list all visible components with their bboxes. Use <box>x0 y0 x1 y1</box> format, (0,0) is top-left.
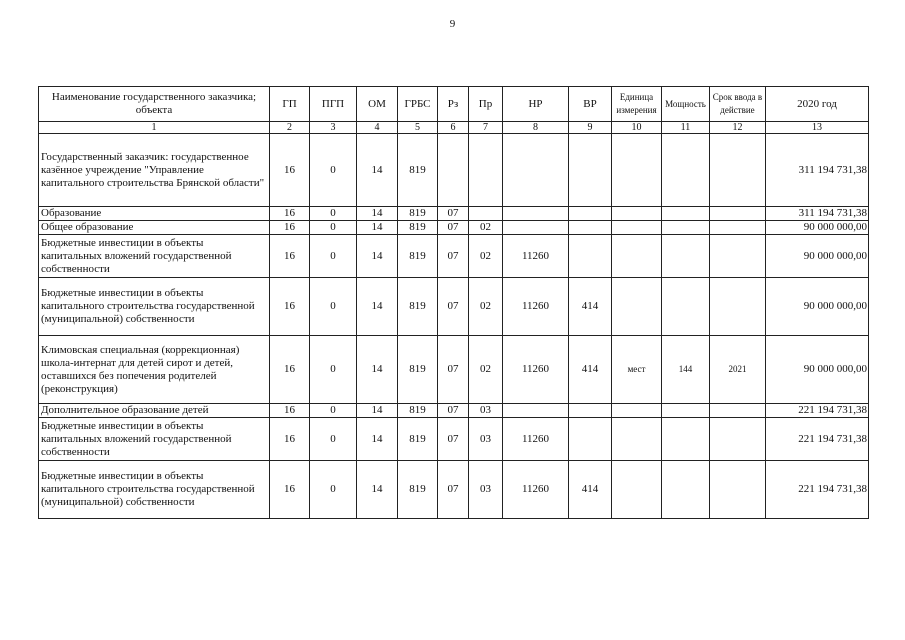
row-nr: 11260 <box>503 235 569 278</box>
row-amount: 221 194 731,38 <box>766 418 869 461</box>
row-unit <box>612 235 662 278</box>
row-term <box>710 404 766 418</box>
row-grbs: 819 <box>398 235 438 278</box>
row-amount: 221 194 731,38 <box>766 404 869 418</box>
row-gp: 16 <box>270 235 310 278</box>
row-name: Бюджетные инвестиции в объекты капитального строительства государственной (муниципальной) собственности <box>39 461 270 519</box>
row-om: 14 <box>357 278 398 336</box>
row-term: 2021 <box>710 336 766 404</box>
row-vr: 414 <box>569 461 612 519</box>
row-power <box>662 278 710 336</box>
table-row <box>39 207 869 221</box>
row-amount: 221 194 731,38 <box>766 461 869 519</box>
row-amount: 90 000 000,00 <box>766 221 869 235</box>
row-power <box>662 461 710 519</box>
row-pgp: 0 <box>310 461 357 519</box>
row-power <box>662 221 710 235</box>
row-vr: 414 <box>569 336 612 404</box>
row-name: Общее образование <box>39 221 270 235</box>
column-number: 9 <box>569 122 612 134</box>
row-term <box>710 235 766 278</box>
row-nr: 11260 <box>503 336 569 404</box>
row-nr: 11260 <box>503 461 569 519</box>
row-pgp: 0 <box>310 336 357 404</box>
row-gp: 16 <box>270 207 310 221</box>
budget-table <box>38 86 869 519</box>
row-grbs: 819 <box>398 404 438 418</box>
row-unit <box>612 461 662 519</box>
row-grbs: 819 <box>398 336 438 404</box>
row-vr <box>569 404 612 418</box>
row-pr: 02 <box>469 221 503 235</box>
column-number: 7 <box>469 122 503 134</box>
page-number: 9 <box>449 18 456 30</box>
table-row <box>39 221 869 235</box>
header-grbs: ГРБС <box>398 87 438 122</box>
row-rz: 07 <box>438 235 469 278</box>
row-om: 14 <box>357 418 398 461</box>
table-header-row <box>39 87 869 122</box>
row-rz: 07 <box>438 418 469 461</box>
table-row <box>39 418 869 461</box>
row-amount: 90 000 000,00 <box>766 336 869 404</box>
row-name: Бюджетные инвестиции в объекты капитального строительства государственной (муниципальной) собственности <box>39 278 270 336</box>
row-vr <box>569 134 612 207</box>
row-amount: 311 194 731,38 <box>766 134 869 207</box>
column-numbers-row <box>39 122 869 134</box>
column-number: 12 <box>710 122 766 134</box>
row-term <box>710 221 766 235</box>
column-number: 6 <box>438 122 469 134</box>
row-grbs: 819 <box>398 278 438 336</box>
row-vr <box>569 221 612 235</box>
header-om: ОМ <box>357 87 398 122</box>
table-row <box>39 235 869 278</box>
column-number: 2 <box>270 122 310 134</box>
row-om: 14 <box>357 207 398 221</box>
row-gp: 16 <box>270 221 310 235</box>
row-pgp: 0 <box>310 404 357 418</box>
row-vr <box>569 207 612 221</box>
table-row <box>39 336 869 404</box>
row-rz: 07 <box>438 461 469 519</box>
row-om: 14 <box>357 221 398 235</box>
column-number: 1 <box>39 122 270 134</box>
row-pgp: 0 <box>310 134 357 207</box>
row-name: Климовская специальная (коррекционная) школа-интернат для детей сирот и детей, оставшихся без попечения родителей (реконструкция) <box>39 336 270 404</box>
row-unit <box>612 134 662 207</box>
row-power <box>662 404 710 418</box>
row-name: Дополнительное образование детей <box>39 404 270 418</box>
header-rz: Рз <box>438 87 469 122</box>
header-name: Наименование государственного заказчика; объекта <box>39 87 270 122</box>
row-rz <box>438 134 469 207</box>
table-row <box>39 404 869 418</box>
row-vr <box>569 418 612 461</box>
column-number: 4 <box>357 122 398 134</box>
row-pr: 02 <box>469 278 503 336</box>
row-vr: 414 <box>569 278 612 336</box>
row-name: Государственный заказчик: государственное казённое учреждение "Управление капитального строительства Брянской области" <box>39 134 270 207</box>
row-nr <box>503 134 569 207</box>
row-power <box>662 207 710 221</box>
header-pgp: ПГП <box>310 87 357 122</box>
table-row <box>39 461 869 519</box>
row-unit <box>612 221 662 235</box>
row-nr <box>503 404 569 418</box>
row-rz: 07 <box>438 404 469 418</box>
row-unit <box>612 404 662 418</box>
row-nr: 11260 <box>503 278 569 336</box>
row-unit <box>612 418 662 461</box>
row-power: 144 <box>662 336 710 404</box>
row-gp: 16 <box>270 134 310 207</box>
row-term <box>710 207 766 221</box>
row-pr: 03 <box>469 404 503 418</box>
row-pr: 02 <box>469 336 503 404</box>
row-nr <box>503 207 569 221</box>
row-unit <box>612 207 662 221</box>
row-unit <box>612 278 662 336</box>
header-vr: ВР <box>569 87 612 122</box>
header-pr: Пр <box>469 87 503 122</box>
row-name: Образование <box>39 207 270 221</box>
row-pgp: 0 <box>310 418 357 461</box>
column-number: 3 <box>310 122 357 134</box>
row-pgp: 0 <box>310 278 357 336</box>
row-nr: 11260 <box>503 418 569 461</box>
row-gp: 16 <box>270 418 310 461</box>
row-unit: мест <box>612 336 662 404</box>
row-vr <box>569 235 612 278</box>
header-power: Мощность <box>662 87 710 122</box>
row-rz: 07 <box>438 336 469 404</box>
row-amount: 311 194 731,38 <box>766 207 869 221</box>
row-om: 14 <box>357 336 398 404</box>
row-gp: 16 <box>270 336 310 404</box>
table-row <box>39 278 869 336</box>
row-name: Бюджетные инвестиции в объекты капитальных вложений государственной собственности <box>39 418 270 461</box>
row-grbs: 819 <box>398 461 438 519</box>
row-amount: 90 000 000,00 <box>766 278 869 336</box>
header-nr: НР <box>503 87 569 122</box>
row-grbs: 819 <box>398 134 438 207</box>
row-rz: 07 <box>438 221 469 235</box>
row-pgp: 0 <box>310 207 357 221</box>
row-om: 14 <box>357 461 398 519</box>
row-power <box>662 418 710 461</box>
row-term <box>710 134 766 207</box>
row-power <box>662 134 710 207</box>
table-row <box>39 134 869 207</box>
row-grbs: 819 <box>398 221 438 235</box>
row-om: 14 <box>357 235 398 278</box>
row-amount: 90 000 000,00 <box>766 235 869 278</box>
row-om: 14 <box>357 134 398 207</box>
row-pr <box>469 134 503 207</box>
row-pr <box>469 207 503 221</box>
column-number: 10 <box>612 122 662 134</box>
row-name: Бюджетные инвестиции в объекты капитальных вложений государственной собственности <box>39 235 270 278</box>
header-year: 2020 год <box>766 87 869 122</box>
header-unit: Единица измерения <box>612 87 662 122</box>
header-gp: ГП <box>270 87 310 122</box>
column-number: 11 <box>662 122 710 134</box>
row-nr <box>503 221 569 235</box>
row-gp: 16 <box>270 404 310 418</box>
column-number: 8 <box>503 122 569 134</box>
row-gp: 16 <box>270 278 310 336</box>
row-term <box>710 278 766 336</box>
row-term <box>710 461 766 519</box>
row-pr: 03 <box>469 461 503 519</box>
row-pgp: 0 <box>310 235 357 278</box>
header-term: Срок ввода в действие <box>710 87 766 122</box>
row-pr: 02 <box>469 235 503 278</box>
column-number: 5 <box>398 122 438 134</box>
row-grbs: 819 <box>398 418 438 461</box>
row-om: 14 <box>357 404 398 418</box>
row-pgp: 0 <box>310 221 357 235</box>
row-pr: 03 <box>469 418 503 461</box>
row-gp: 16 <box>270 461 310 519</box>
column-number: 13 <box>766 122 869 134</box>
row-rz: 07 <box>438 278 469 336</box>
row-grbs: 819 <box>398 207 438 221</box>
row-term <box>710 418 766 461</box>
row-rz: 07 <box>438 207 469 221</box>
row-power <box>662 235 710 278</box>
